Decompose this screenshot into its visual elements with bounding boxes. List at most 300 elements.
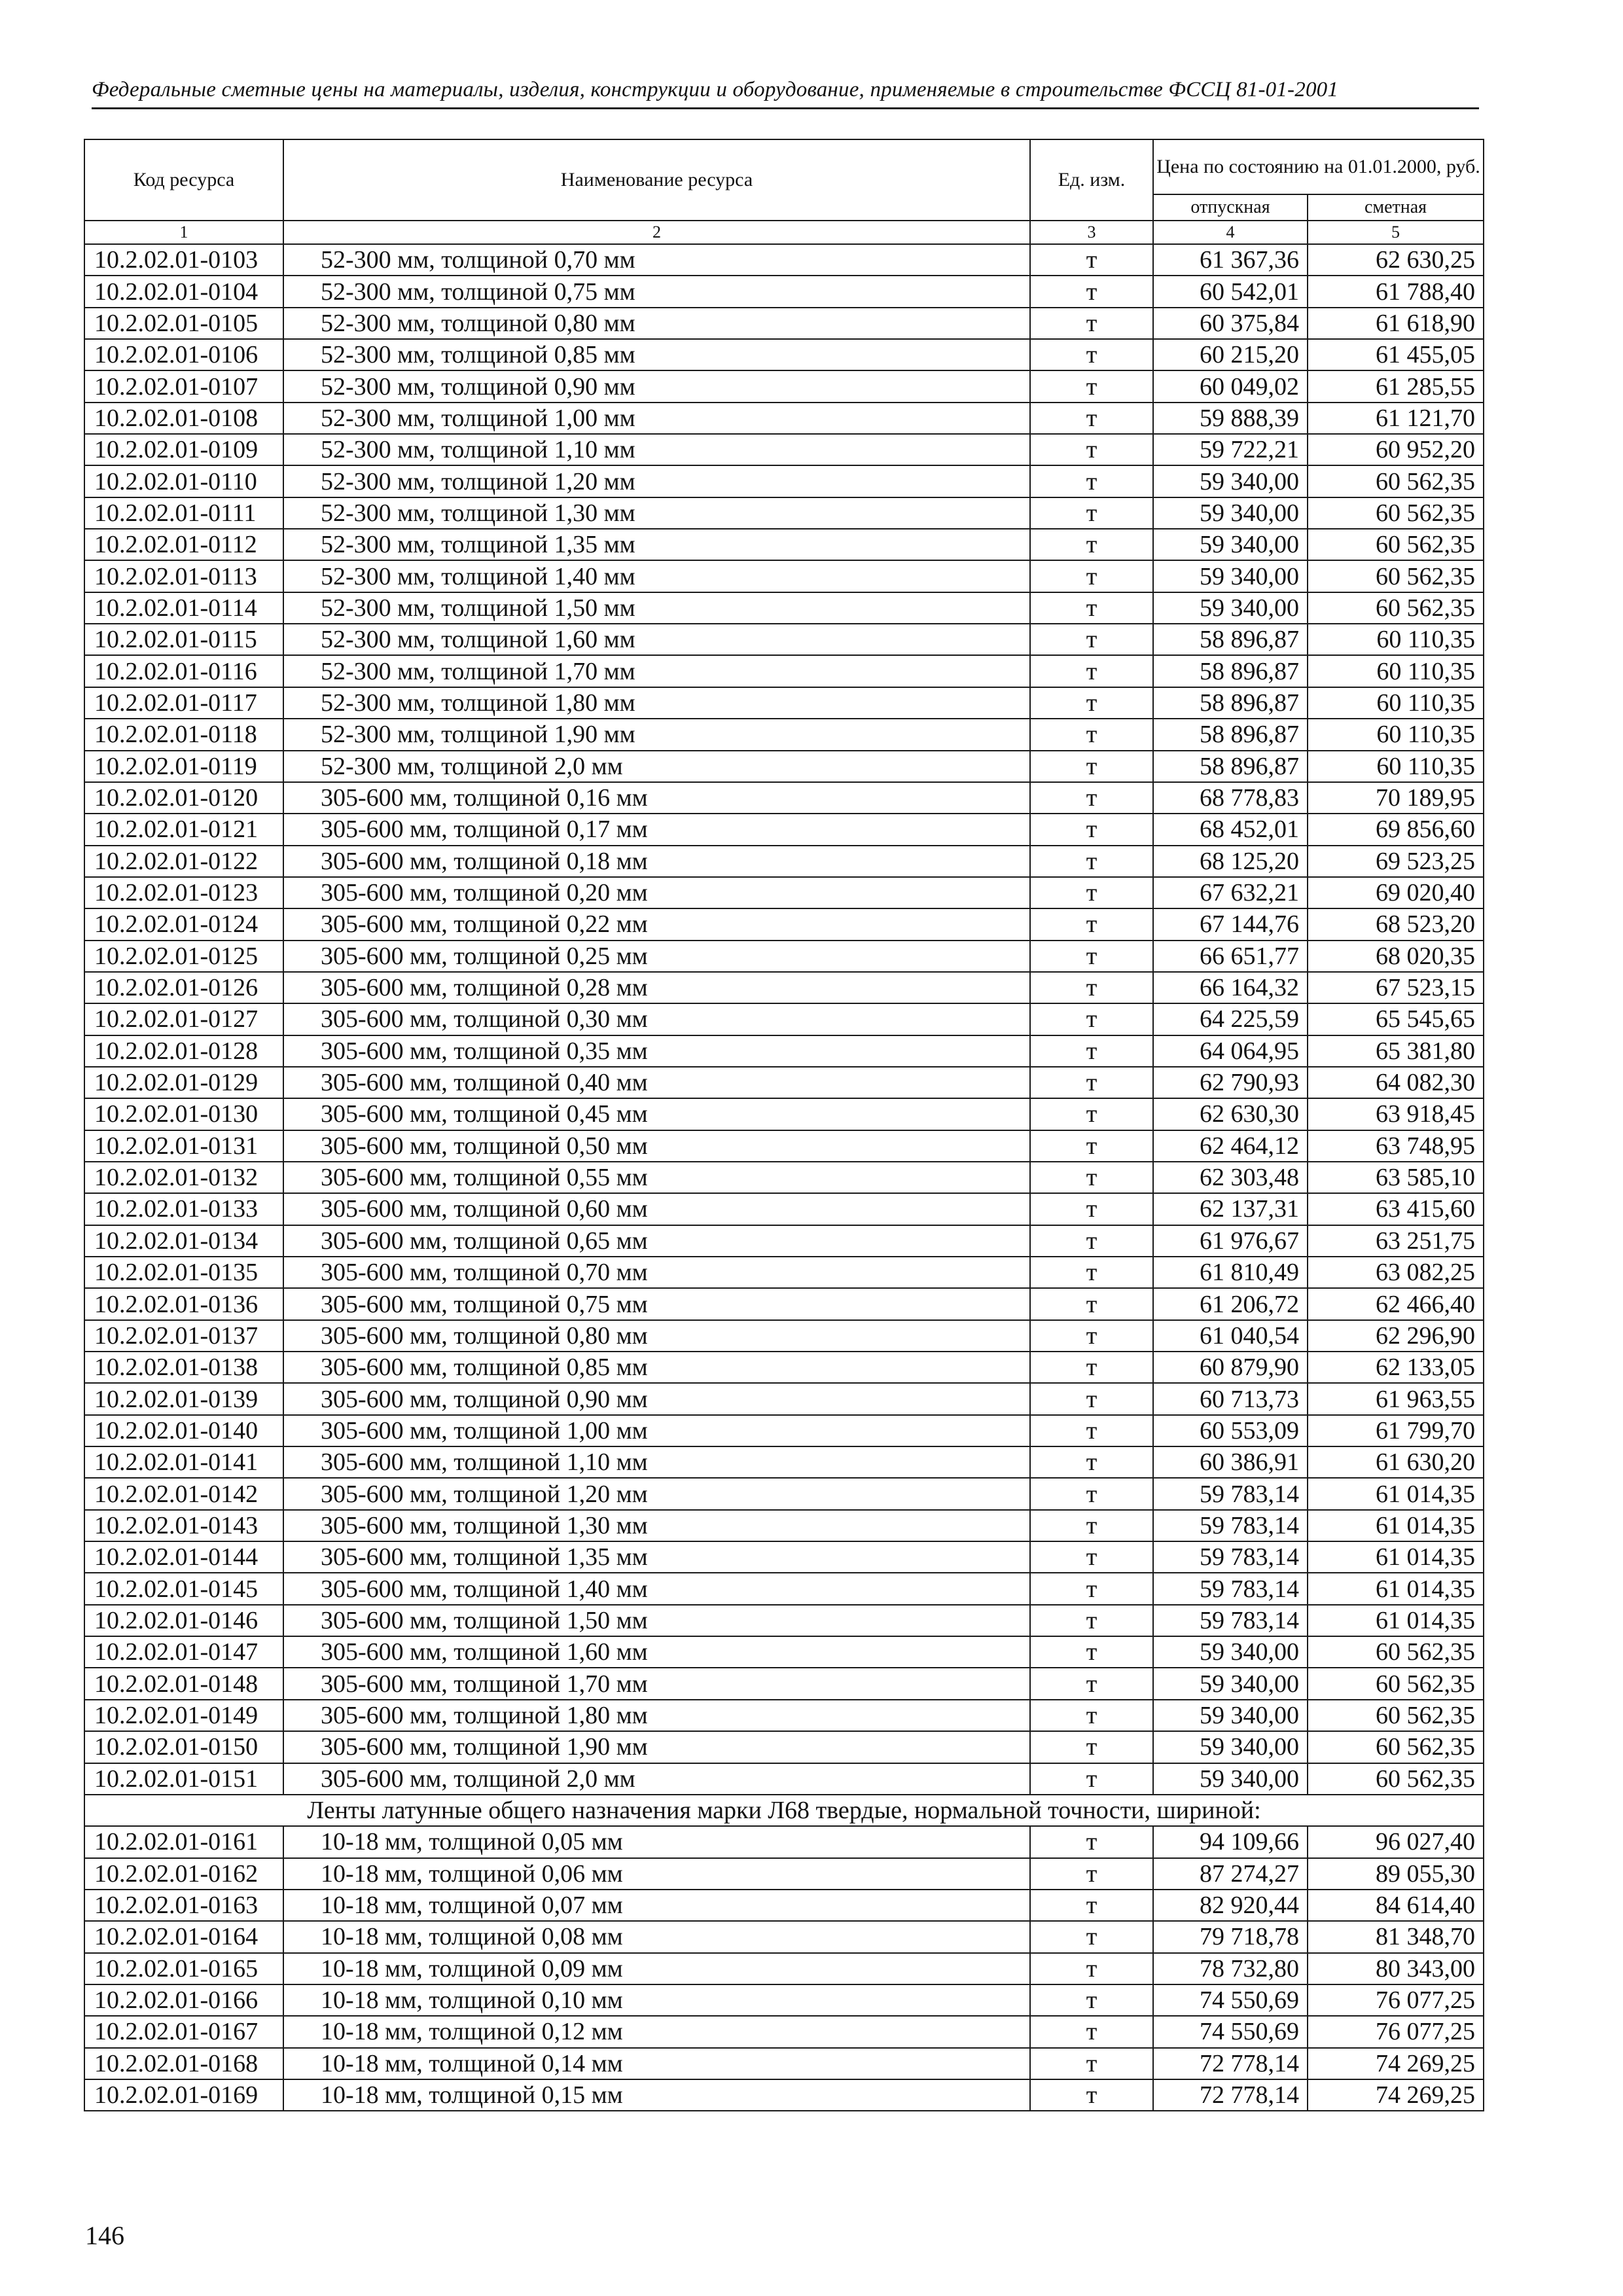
col-header-code: Код ресурса	[84, 139, 283, 221]
table-body-part-1	[84, 244, 1484, 1795]
resource-code-cell: 10.2.02.01-0109	[84, 434, 283, 465]
table-row	[84, 941, 1484, 972]
table-row	[84, 1510, 1484, 1541]
resource-name-cell: 305-600 мм, толщиной 0,22 мм	[283, 908, 1030, 940]
release-price-cell: 59 340,00	[1153, 1668, 1308, 1699]
unit-cell: т	[1030, 719, 1153, 750]
table-row	[84, 244, 1484, 276]
unit-cell: т	[1030, 1383, 1153, 1414]
resource-name-cell: 52-300 мм, толщиной 1,80 мм	[283, 687, 1030, 719]
resource-name-cell: 305-600 мм, толщиной 0,85 мм	[283, 1352, 1030, 1383]
resource-name-cell: 305-600 мм, толщиной 1,70 мм	[283, 1668, 1030, 1699]
release-price-cell: 64 225,59	[1153, 1003, 1308, 1035]
unit-cell: т	[1030, 1098, 1153, 1130]
resource-code-cell: 10.2.02.01-0163	[84, 1890, 283, 1921]
resource-name-cell: 305-600 мм, толщиной 0,55 мм	[283, 1162, 1030, 1193]
resource-name-cell: 52-300 мм, толщиной 0,70 мм	[283, 244, 1030, 276]
resource-code-cell: 10.2.02.01-0143	[84, 1510, 283, 1541]
col-number: 4	[1153, 221, 1308, 244]
col-number: 5	[1308, 221, 1484, 244]
estimate-price-cell: 69 020,40	[1308, 877, 1484, 908]
table-row	[84, 687, 1484, 719]
resource-code-cell: 10.2.02.01-0125	[84, 941, 283, 972]
resource-name-cell: 305-600 мм, толщиной 1,35 мм	[283, 1541, 1030, 1573]
unit-cell: т	[1030, 1700, 1153, 1731]
col-header-unit: Ед. изм.	[1030, 139, 1153, 221]
resource-code-cell: 10.2.02.01-0149	[84, 1700, 283, 1731]
unit-cell: т	[1030, 1415, 1153, 1446]
release-price-cell: 59 783,14	[1153, 1510, 1308, 1541]
release-price-cell: 59 340,00	[1153, 497, 1308, 529]
resource-code-cell: 10.2.02.01-0162	[84, 1858, 283, 1890]
resource-name-cell: 305-600 мм, толщиной 0,45 мм	[283, 1098, 1030, 1130]
release-price-cell: 61 810,49	[1153, 1257, 1308, 1288]
estimate-price-cell: 61 121,70	[1308, 403, 1484, 434]
resource-name-cell: 10-18 мм, толщиной 0,09 мм	[283, 1953, 1030, 1984]
table-row	[84, 1700, 1484, 1731]
unit-cell: т	[1030, 1003, 1153, 1035]
table-row	[84, 1953, 1484, 1984]
table-row	[84, 1193, 1484, 1225]
unit-cell: т	[1030, 1067, 1153, 1098]
unit-cell: т	[1030, 1984, 1153, 2016]
resource-name-cell: 305-600 мм, толщиной 0,70 мм	[283, 1257, 1030, 1288]
estimate-price-cell: 64 082,30	[1308, 1067, 1484, 1098]
table-row	[84, 846, 1484, 877]
release-price-cell: 59 340,00	[1153, 592, 1308, 624]
unit-cell: т	[1030, 276, 1153, 307]
resource-name-cell: 305-600 мм, толщиной 1,10 мм	[283, 1446, 1030, 1478]
table-row	[84, 1668, 1484, 1699]
release-price-cell: 87 274,27	[1153, 1858, 1308, 1890]
estimate-price-cell: 61 788,40	[1308, 276, 1484, 307]
resource-name-cell: 305-600 мм, толщиной 0,20 мм	[283, 877, 1030, 908]
release-price-cell: 61 206,72	[1153, 1288, 1308, 1319]
estimate-price-cell: 62 296,90	[1308, 1320, 1484, 1352]
table-row	[84, 1731, 1484, 1763]
resource-name-cell: 52-300 мм, толщиной 1,30 мм	[283, 497, 1030, 529]
unit-cell: т	[1030, 1763, 1153, 1795]
estimate-price-cell: 60 110,35	[1308, 687, 1484, 719]
resource-name-cell: 52-300 мм, толщиной 0,85 мм	[283, 339, 1030, 370]
table-row	[84, 497, 1484, 529]
resource-code-cell: 10.2.02.01-0136	[84, 1288, 283, 1319]
resource-name-cell: 305-600 мм, толщиной 0,28 мм	[283, 972, 1030, 1003]
release-price-cell: 64 064,95	[1153, 1035, 1308, 1067]
release-price-cell: 59 340,00	[1153, 1731, 1308, 1763]
section-heading-group	[84, 1795, 1484, 1826]
release-price-cell: 66 164,32	[1153, 972, 1308, 1003]
estimate-price-cell: 68 523,20	[1308, 908, 1484, 940]
resource-name-cell: 10-18 мм, толщиной 0,12 мм	[283, 2016, 1030, 2047]
resource-name-cell: 305-600 мм, толщиной 1,30 мм	[283, 1510, 1030, 1541]
resource-code-cell: 10.2.02.01-0132	[84, 1162, 283, 1193]
table-row	[84, 308, 1484, 339]
resource-name-cell: 305-600 мм, толщиной 1,60 мм	[283, 1636, 1030, 1668]
estimate-price-cell: 89 055,30	[1308, 1858, 1484, 1890]
release-price-cell: 68 452,01	[1153, 814, 1308, 845]
table-row	[84, 1130, 1484, 1162]
resource-name-cell: 10-18 мм, толщиной 0,08 мм	[283, 1921, 1030, 1952]
resource-code-cell: 10.2.02.01-0127	[84, 1003, 283, 1035]
estimate-price-cell: 96 027,40	[1308, 1826, 1484, 1857]
estimate-price-cell: 63 918,45	[1308, 1098, 1484, 1130]
unit-cell: т	[1030, 1352, 1153, 1383]
estimate-price-cell: 67 523,15	[1308, 972, 1484, 1003]
unit-cell: т	[1030, 1162, 1153, 1193]
resource-name-cell: 52-300 мм, толщиной 1,00 мм	[283, 403, 1030, 434]
unit-cell: т	[1030, 434, 1153, 465]
table-row	[84, 560, 1484, 592]
release-price-cell: 62 630,30	[1153, 1098, 1308, 1130]
unit-cell: т	[1030, 1035, 1153, 1067]
estimate-price-cell: 69 523,25	[1308, 846, 1484, 877]
release-price-cell: 59 340,00	[1153, 1700, 1308, 1731]
unit-cell: т	[1030, 1193, 1153, 1225]
running-header	[92, 73, 1479, 109]
running-header-text: Федеральные сметные цены на материалы, изделия, конструкции и оборудование, применяемые в строительстве ФССЦ 81-01-2001	[92, 78, 1339, 101]
resource-name-cell: 10-18 мм, толщиной 0,05 мм	[283, 1826, 1030, 1857]
estimate-price-cell: 60 562,35	[1308, 1731, 1484, 1763]
estimate-price-cell: 60 562,35	[1308, 1636, 1484, 1668]
release-price-cell: 60 215,20	[1153, 339, 1308, 370]
estimate-price-cell: 60 952,20	[1308, 434, 1484, 465]
unit-cell: т	[1030, 687, 1153, 719]
estimate-price-cell: 65 381,80	[1308, 1035, 1484, 1067]
estimate-price-cell: 80 343,00	[1308, 1953, 1484, 1984]
estimate-price-cell: 60 562,35	[1308, 592, 1484, 624]
unit-cell: т	[1030, 941, 1153, 972]
table-row	[84, 719, 1484, 750]
estimate-price-cell: 60 562,35	[1308, 1668, 1484, 1699]
estimate-price-cell: 61 285,55	[1308, 370, 1484, 402]
unit-cell: т	[1030, 308, 1153, 339]
release-price-cell: 72 778,14	[1153, 2048, 1308, 2079]
resource-code-cell: 10.2.02.01-0120	[84, 782, 283, 814]
resource-code-cell: 10.2.02.01-0169	[84, 2079, 283, 2111]
unit-cell: т	[1030, 1668, 1153, 1699]
table-row	[84, 370, 1484, 402]
table-row	[84, 2048, 1484, 2079]
resource-code-cell: 10.2.02.01-0131	[84, 1130, 283, 1162]
release-price-cell: 74 550,69	[1153, 1984, 1308, 2016]
resource-code-cell: 10.2.02.01-0113	[84, 560, 283, 592]
unit-cell: т	[1030, 908, 1153, 940]
unit-cell: т	[1030, 1225, 1153, 1257]
resource-name-cell: 52-300 мм, толщиной 1,70 мм	[283, 655, 1030, 687]
resource-name-cell: 305-600 мм, толщиной 2,0 мм	[283, 1763, 1030, 1795]
resource-name-cell: 10-18 мм, толщиной 0,14 мм	[283, 2048, 1030, 2079]
unit-cell: т	[1030, 2016, 1153, 2047]
table-row	[84, 1257, 1484, 1288]
resource-code-cell: 10.2.02.01-0148	[84, 1668, 283, 1699]
release-price-cell: 62 790,93	[1153, 1067, 1308, 1098]
estimate-price-cell: 81 348,70	[1308, 1921, 1484, 1952]
table-row	[84, 655, 1484, 687]
release-price-cell: 94 109,66	[1153, 1826, 1308, 1857]
unit-cell: т	[1030, 1478, 1153, 1509]
estimate-price-cell: 60 562,35	[1308, 465, 1484, 497]
unit-cell: т	[1030, 1257, 1153, 1288]
table-row	[84, 1162, 1484, 1193]
release-price-cell: 59 783,14	[1153, 1478, 1308, 1509]
release-price-cell: 59 340,00	[1153, 529, 1308, 560]
release-price-cell: 60 553,09	[1153, 1415, 1308, 1446]
col-header-estimate-price: сметная	[1308, 194, 1484, 221]
table-header	[84, 139, 1484, 244]
resource-code-cell: 10.2.02.01-0165	[84, 1953, 283, 1984]
release-price-cell: 58 896,87	[1153, 687, 1308, 719]
table-row	[84, 276, 1484, 307]
unit-cell: т	[1030, 465, 1153, 497]
resource-code-cell: 10.2.02.01-0164	[84, 1921, 283, 1952]
estimate-price-cell: 76 077,25	[1308, 2016, 1484, 2047]
release-price-cell: 79 718,78	[1153, 1921, 1308, 1952]
unit-cell: т	[1030, 370, 1153, 402]
resource-name-cell: 305-600 мм, толщиной 1,50 мм	[283, 1605, 1030, 1636]
resource-name-cell: 305-600 мм, толщиной 0,16 мм	[283, 782, 1030, 814]
col-header-name: Наименование ресурса	[283, 139, 1030, 221]
release-price-cell: 62 464,12	[1153, 1130, 1308, 1162]
resource-name-cell: 305-600 мм, толщиной 0,80 мм	[283, 1320, 1030, 1352]
unit-cell: т	[1030, 877, 1153, 908]
estimate-price-cell: 60 562,35	[1308, 529, 1484, 560]
table-row	[84, 1921, 1484, 1952]
unit-cell: т	[1030, 1446, 1153, 1478]
table-row	[84, 1826, 1484, 1857]
table-row	[84, 1003, 1484, 1035]
estimate-price-cell: 62 133,05	[1308, 1352, 1484, 1383]
release-price-cell: 67 632,21	[1153, 877, 1308, 908]
table-row	[84, 1541, 1484, 1573]
resource-code-cell: 10.2.02.01-0144	[84, 1541, 283, 1573]
resource-name-cell: 305-600 мм, толщиной 0,25 мм	[283, 941, 1030, 972]
table-row	[84, 1605, 1484, 1636]
col-header-price-group: Цена по состоянию на 01.01.2000, руб.	[1153, 139, 1484, 194]
release-price-cell: 82 920,44	[1153, 1890, 1308, 1921]
resource-code-cell: 10.2.02.01-0133	[84, 1193, 283, 1225]
release-price-cell: 74 550,69	[1153, 2016, 1308, 2047]
estimate-price-cell: 84 614,40	[1308, 1890, 1484, 1921]
unit-cell: т	[1030, 751, 1153, 782]
resource-code-cell: 10.2.02.01-0129	[84, 1067, 283, 1098]
estimate-price-cell: 63 251,75	[1308, 1225, 1484, 1257]
resource-name-cell: 52-300 мм, толщиной 1,90 мм	[283, 719, 1030, 750]
resource-code-cell: 10.2.02.01-0115	[84, 624, 283, 655]
estimate-price-cell: 63 415,60	[1308, 1193, 1484, 1225]
resource-code-cell: 10.2.02.01-0139	[84, 1383, 283, 1414]
unit-cell: т	[1030, 972, 1153, 1003]
resource-name-cell: 10-18 мм, толщиной 0,07 мм	[283, 1890, 1030, 1921]
table-row	[84, 814, 1484, 845]
resource-code-cell: 10.2.02.01-0151	[84, 1763, 283, 1795]
estimate-price-cell: 61 014,35	[1308, 1478, 1484, 1509]
unit-cell: т	[1030, 846, 1153, 877]
resource-code-cell: 10.2.02.01-0167	[84, 2016, 283, 2047]
estimate-price-cell: 60 562,35	[1308, 560, 1484, 592]
table-row	[84, 1098, 1484, 1130]
resource-name-cell: 305-600 мм, толщиной 0,30 мм	[283, 1003, 1030, 1035]
table-row	[84, 1858, 1484, 1890]
resource-name-cell: 10-18 мм, толщиной 0,06 мм	[283, 1858, 1030, 1890]
unit-cell: т	[1030, 1320, 1153, 1352]
resource-code-cell: 10.2.02.01-0138	[84, 1352, 283, 1383]
estimate-price-cell: 68 020,35	[1308, 941, 1484, 972]
table-row	[84, 1415, 1484, 1446]
resource-name-cell: 305-600 мм, толщиной 0,17 мм	[283, 814, 1030, 845]
resource-name-cell: 52-300 мм, толщиной 1,35 мм	[283, 529, 1030, 560]
table-row	[84, 877, 1484, 908]
resource-code-cell: 10.2.02.01-0119	[84, 751, 283, 782]
unit-cell: т	[1030, 1731, 1153, 1763]
table-row	[84, 1573, 1484, 1604]
estimate-price-cell: 60 110,35	[1308, 655, 1484, 687]
section-heading-row	[84, 1795, 1484, 1826]
resource-name-cell: 305-600 мм, толщиной 0,65 мм	[283, 1225, 1030, 1257]
estimate-price-cell: 61 799,70	[1308, 1415, 1484, 1446]
resource-code-cell: 10.2.02.01-0135	[84, 1257, 283, 1288]
release-price-cell: 60 713,73	[1153, 1383, 1308, 1414]
resource-code-cell: 10.2.02.01-0121	[84, 814, 283, 845]
col-header-release-price: отпускная	[1153, 194, 1308, 221]
table-row	[84, 1352, 1484, 1383]
resource-code-cell: 10.2.02.01-0128	[84, 1035, 283, 1067]
table-row	[84, 465, 1484, 497]
resource-name-cell: 305-600 мм, толщиной 0,75 мм	[283, 1288, 1030, 1319]
resource-code-cell: 10.2.02.01-0118	[84, 719, 283, 750]
unit-cell: т	[1030, 814, 1153, 845]
release-price-cell: 59 888,39	[1153, 403, 1308, 434]
resource-name-cell: 52-300 мм, толщиной 1,60 мм	[283, 624, 1030, 655]
table-row	[84, 1320, 1484, 1352]
resource-code-cell: 10.2.02.01-0110	[84, 465, 283, 497]
release-price-cell: 68 778,83	[1153, 782, 1308, 814]
col-number: 1	[84, 221, 283, 244]
estimate-price-cell: 61 455,05	[1308, 339, 1484, 370]
table-row	[84, 1636, 1484, 1668]
estimate-price-cell: 61 014,35	[1308, 1573, 1484, 1604]
release-price-cell: 59 340,00	[1153, 560, 1308, 592]
unit-cell: т	[1030, 2048, 1153, 2079]
table-row	[84, 782, 1484, 814]
resource-name-cell: 52-300 мм, толщиной 1,40 мм	[283, 560, 1030, 592]
resource-code-cell: 10.2.02.01-0140	[84, 1415, 283, 1446]
resource-code-cell: 10.2.02.01-0161	[84, 1826, 283, 1857]
release-price-cell: 59 340,00	[1153, 465, 1308, 497]
resource-name-cell: 305-600 мм, толщиной 0,35 мм	[283, 1035, 1030, 1067]
release-price-cell: 60 375,84	[1153, 308, 1308, 339]
resource-code-cell: 10.2.02.01-0107	[84, 370, 283, 402]
price-table	[84, 139, 1484, 2111]
table-row	[84, 1035, 1484, 1067]
table-row	[84, 624, 1484, 655]
table-row	[84, 529, 1484, 560]
release-price-cell: 58 896,87	[1153, 624, 1308, 655]
release-price-cell: 67 144,76	[1153, 908, 1308, 940]
release-price-cell: 62 303,48	[1153, 1162, 1308, 1193]
release-price-cell: 59 340,00	[1153, 1636, 1308, 1668]
resource-code-cell: 10.2.02.01-0124	[84, 908, 283, 940]
estimate-price-cell: 74 269,25	[1308, 2048, 1484, 2079]
release-price-cell: 59 340,00	[1153, 1763, 1308, 1795]
release-price-cell: 60 879,90	[1153, 1352, 1308, 1383]
unit-cell: т	[1030, 1921, 1153, 1952]
estimate-price-cell: 70 189,95	[1308, 782, 1484, 814]
table-row	[84, 908, 1484, 940]
resource-name-cell: 10-18 мм, толщиной 0,15 мм	[283, 2079, 1030, 2111]
resource-code-cell: 10.2.02.01-0142	[84, 1478, 283, 1509]
resource-code-cell: 10.2.02.01-0137	[84, 1320, 283, 1352]
release-price-cell: 66 651,77	[1153, 941, 1308, 972]
estimate-price-cell: 62 630,25	[1308, 244, 1484, 276]
table-row	[84, 339, 1484, 370]
resource-code-cell: 10.2.02.01-0126	[84, 972, 283, 1003]
resource-name-cell: 305-600 мм, толщиной 1,40 мм	[283, 1573, 1030, 1604]
col-number: 2	[283, 221, 1030, 244]
table-row	[84, 592, 1484, 624]
estimate-price-cell: 61 963,55	[1308, 1383, 1484, 1414]
unit-cell: т	[1030, 1605, 1153, 1636]
resource-name-cell: 305-600 мм, толщиной 0,40 мм	[283, 1067, 1030, 1098]
resource-code-cell: 10.2.02.01-0122	[84, 846, 283, 877]
table-row	[84, 1984, 1484, 2016]
table-row	[84, 2016, 1484, 2047]
unit-cell: т	[1030, 1130, 1153, 1162]
unit-cell: т	[1030, 1573, 1153, 1604]
resource-code-cell: 10.2.02.01-0166	[84, 1984, 283, 2016]
estimate-price-cell: 61 014,35	[1308, 1541, 1484, 1573]
unit-cell: т	[1030, 560, 1153, 592]
release-price-cell: 62 137,31	[1153, 1193, 1308, 1225]
release-price-cell: 59 783,14	[1153, 1573, 1308, 1604]
estimate-price-cell: 60 562,35	[1308, 497, 1484, 529]
unit-cell: т	[1030, 497, 1153, 529]
resource-code-cell: 10.2.02.01-0116	[84, 655, 283, 687]
release-price-cell: 72 778,14	[1153, 2079, 1308, 2111]
resource-name-cell: 305-600 мм, толщиной 0,18 мм	[283, 846, 1030, 877]
release-price-cell: 60 542,01	[1153, 276, 1308, 307]
unit-cell: т	[1030, 1858, 1153, 1890]
estimate-price-cell: 63 585,10	[1308, 1162, 1484, 1193]
resource-code-cell: 10.2.02.01-0117	[84, 687, 283, 719]
release-price-cell: 59 783,14	[1153, 1541, 1308, 1573]
estimate-price-cell: 62 466,40	[1308, 1288, 1484, 1319]
release-price-cell: 60 049,02	[1153, 370, 1308, 402]
release-price-cell: 61 040,54	[1153, 1320, 1308, 1352]
resource-code-cell: 10.2.02.01-0106	[84, 339, 283, 370]
unit-cell: т	[1030, 1826, 1153, 1857]
unit-cell: т	[1030, 339, 1153, 370]
resource-code-cell: 10.2.02.01-0105	[84, 308, 283, 339]
resource-name-cell: 52-300 мм, толщиной 0,80 мм	[283, 308, 1030, 339]
resource-code-cell: 10.2.02.01-0141	[84, 1446, 283, 1478]
unit-cell: т	[1030, 1953, 1153, 1984]
release-price-cell: 58 896,87	[1153, 751, 1308, 782]
unit-cell: т	[1030, 592, 1153, 624]
unit-cell: т	[1030, 244, 1153, 276]
resource-name-cell: 10-18 мм, толщиной 0,10 мм	[283, 1984, 1030, 2016]
table-row	[84, 1478, 1484, 1509]
resource-name-cell: 52-300 мм, толщиной 0,90 мм	[283, 370, 1030, 402]
estimate-price-cell: 63 748,95	[1308, 1130, 1484, 1162]
resource-name-cell: 52-300 мм, толщиной 1,10 мм	[283, 434, 1030, 465]
release-price-cell: 58 896,87	[1153, 719, 1308, 750]
estimate-price-cell: 76 077,25	[1308, 1984, 1484, 2016]
table-row	[84, 751, 1484, 782]
estimate-price-cell: 61 630,20	[1308, 1446, 1484, 1478]
resource-code-cell: 10.2.02.01-0108	[84, 403, 283, 434]
col-number: 3	[1030, 221, 1153, 244]
